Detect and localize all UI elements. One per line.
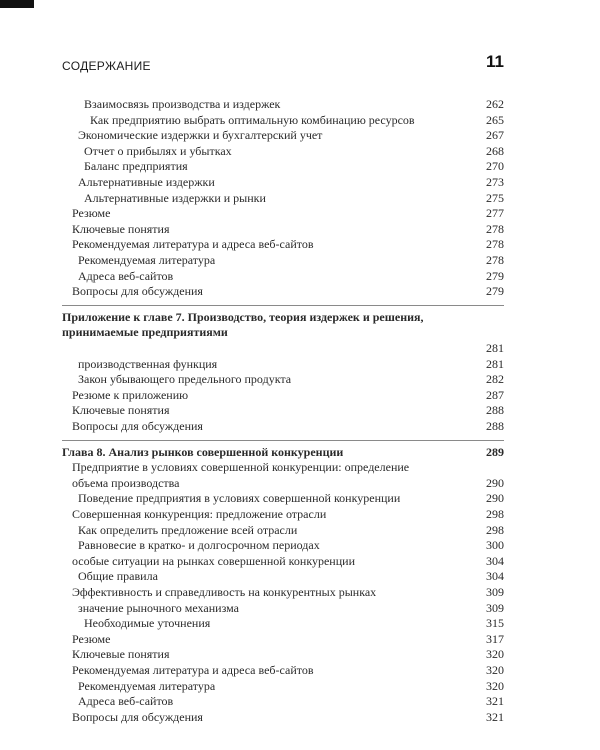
toc-entry [62, 402, 504, 418]
entry-title: Ключевые понятия [72, 403, 170, 418]
entry-title: Предприятие в условиях совершенной конкуренции: определение [72, 460, 410, 475]
scan-corner-mark [0, 0, 34, 8]
entry-page-number: 321 [486, 694, 504, 709]
toc-entry [62, 283, 504, 299]
entry-page-number: 315 [486, 616, 504, 631]
entry-page-number: 320 [486, 647, 504, 662]
entry-title: объема производства [72, 475, 180, 490]
toc-entry [62, 96, 504, 112]
entry-page-number: 277 [486, 206, 504, 221]
toc-entry [62, 174, 504, 190]
entry-page-number: 278 [486, 253, 504, 267]
toc-entry [62, 221, 504, 237]
chapter-heading [62, 340, 504, 356]
entry-title: Как предприятию выбрать оптимальную комбинацию ресурсов [90, 112, 415, 127]
entry-title: Адреса веб-сайтов [78, 268, 174, 283]
toc-entry [62, 490, 504, 506]
entry-title: Адреса веб-сайтов [78, 694, 174, 709]
toc-entry [62, 584, 504, 600]
chapter-title-continued: принимаемые предприятиями [62, 325, 228, 340]
entry-title: Взаимосвязь производства и издержек [84, 97, 281, 111]
section-divider [62, 305, 504, 306]
entry-page-number: 268 [486, 143, 504, 158]
entry-page-number: 275 [486, 190, 504, 205]
entry-page-number: 321 [486, 709, 504, 724]
toc-entry [62, 709, 504, 725]
entry-page-number: 309 [486, 585, 504, 599]
entry-title: Рекомендуемая литература [78, 253, 216, 267]
chapter-page-number: 281 [486, 341, 504, 355]
section-divider [62, 440, 504, 441]
entry-page-number: 265 [486, 112, 504, 127]
toc-entry [62, 371, 504, 387]
entry-title: Необходимые уточнения [84, 616, 211, 631]
entry-page-number: 298 [486, 507, 504, 521]
entry-title: Экономические издержки и бухгалтерский учет [78, 128, 323, 143]
entry-title: Как определить предложение всей отрасли [78, 522, 298, 537]
entry-page-number: 288 [486, 403, 504, 418]
toc-entry [62, 459, 504, 475]
entry-title: производственная функция [78, 356, 218, 371]
entry-page-number: 279 [486, 268, 504, 283]
entry-page-number: 304 [486, 553, 504, 568]
entry-title: Совершенная конкуренция: предложение отрасли [72, 507, 327, 521]
chapter-heading [62, 309, 504, 325]
entry-page-number: 309 [486, 600, 504, 615]
toc-entry [62, 268, 504, 284]
entry-title: Эффективность и справедливость на конкурентных рынках [72, 585, 377, 599]
entry-title: особые ситуации на рынках совершенной конкуренции [72, 553, 355, 568]
toc-entry [62, 615, 504, 631]
toc-entry [62, 522, 504, 538]
entry-page-number: 278 [486, 237, 504, 252]
entry-title: Закон убывающего предельного продукта [78, 372, 292, 387]
toc-entry [62, 158, 504, 174]
toc-entry [62, 387, 504, 403]
toc-entry [62, 418, 504, 434]
toc-entry [62, 112, 504, 128]
toc-entry [62, 553, 504, 569]
entry-page-number: 262 [486, 97, 504, 111]
entry-page-number: 290 [486, 491, 504, 506]
toc-entry [62, 600, 504, 616]
entry-title: значение рыночного механизма [78, 600, 239, 615]
toc-entry [62, 537, 504, 553]
entry-title: Альтернативные издержки [78, 175, 215, 189]
entry-page-number: 298 [486, 522, 504, 537]
entry-page-number: 300 [486, 538, 504, 553]
toc-entry [62, 236, 504, 252]
entry-page-number: 279 [486, 284, 504, 299]
chapter-title: Глава 8. Анализ рынков совершенной конкуренции [62, 444, 344, 459]
entry-title: Вопросы для обсуждения [72, 419, 203, 433]
entry-page-number: 287 [486, 387, 504, 402]
entry-page-number: 290 [486, 475, 504, 490]
entry-title: Ключевые понятия [72, 647, 170, 662]
entry-title: Баланс предприятия [84, 159, 188, 174]
entry-page-number: 281 [486, 356, 504, 371]
toc-entry [62, 662, 504, 678]
entry-page-number: 270 [486, 159, 504, 174]
entry-title: Резюме [72, 206, 111, 221]
entry-title: Общие правила [78, 569, 158, 584]
toc-entry [62, 506, 504, 522]
entry-title: Отчет о прибылях и убытках [84, 143, 232, 158]
chapter-page-number: 289 [486, 444, 504, 459]
entry-page-number: 320 [486, 663, 504, 677]
entry-title: Рекомендуемая литература и адреса веб-сайтов [72, 237, 314, 252]
toc-entry [62, 143, 504, 159]
toc-entry [62, 678, 504, 694]
toc-entry [62, 646, 504, 662]
entry-title: Рекомендуемая литература и адреса веб-сайтов [72, 663, 314, 677]
toc-entry [62, 190, 504, 206]
toc-entry [62, 693, 504, 709]
page-header [62, 52, 504, 82]
entry-title: Альтернативные издержки и рынки [84, 190, 266, 205]
toc-entry [62, 631, 504, 647]
toc-entry [62, 127, 504, 143]
entry-page-number: 267 [486, 128, 504, 143]
entry-title: Поведение предприятия в условиях совершенной конкуренции [78, 491, 401, 506]
page-number: 11 [486, 52, 504, 71]
entry-title: Резюме [72, 631, 111, 646]
entry-page-number: 278 [486, 221, 504, 236]
toc-entry [62, 568, 504, 584]
entry-page-number: 317 [486, 631, 504, 646]
entry-title: Вопросы для обсуждения [72, 284, 203, 299]
entry-page-number: 320 [486, 678, 504, 693]
toc-entry [62, 475, 504, 491]
toc-entry [62, 356, 504, 372]
chapter-heading [62, 444, 504, 460]
toc-entry [62, 205, 504, 221]
toc-entry [62, 252, 504, 268]
chapter-title: Приложение к главе 7. Производство, теория издержек и решения, [62, 309, 424, 324]
entry-title: Рекомендуемая литература [78, 678, 216, 693]
chapter-heading [62, 324, 504, 340]
entry-page-number: 273 [486, 175, 504, 189]
entry-title: Вопросы для обсуждения [72, 709, 203, 724]
entry-page-number: 282 [486, 372, 504, 387]
entry-page-number: 288 [486, 419, 504, 433]
entry-title: Ключевые понятия [72, 221, 170, 236]
running-head: СОДЕРЖАНИЕ [62, 59, 151, 73]
entry-title: Равновесие в кратко- и долгосрочном периодах [78, 538, 320, 553]
entry-page-number: 304 [486, 569, 504, 584]
entry-title: Резюме к приложению [72, 387, 189, 402]
